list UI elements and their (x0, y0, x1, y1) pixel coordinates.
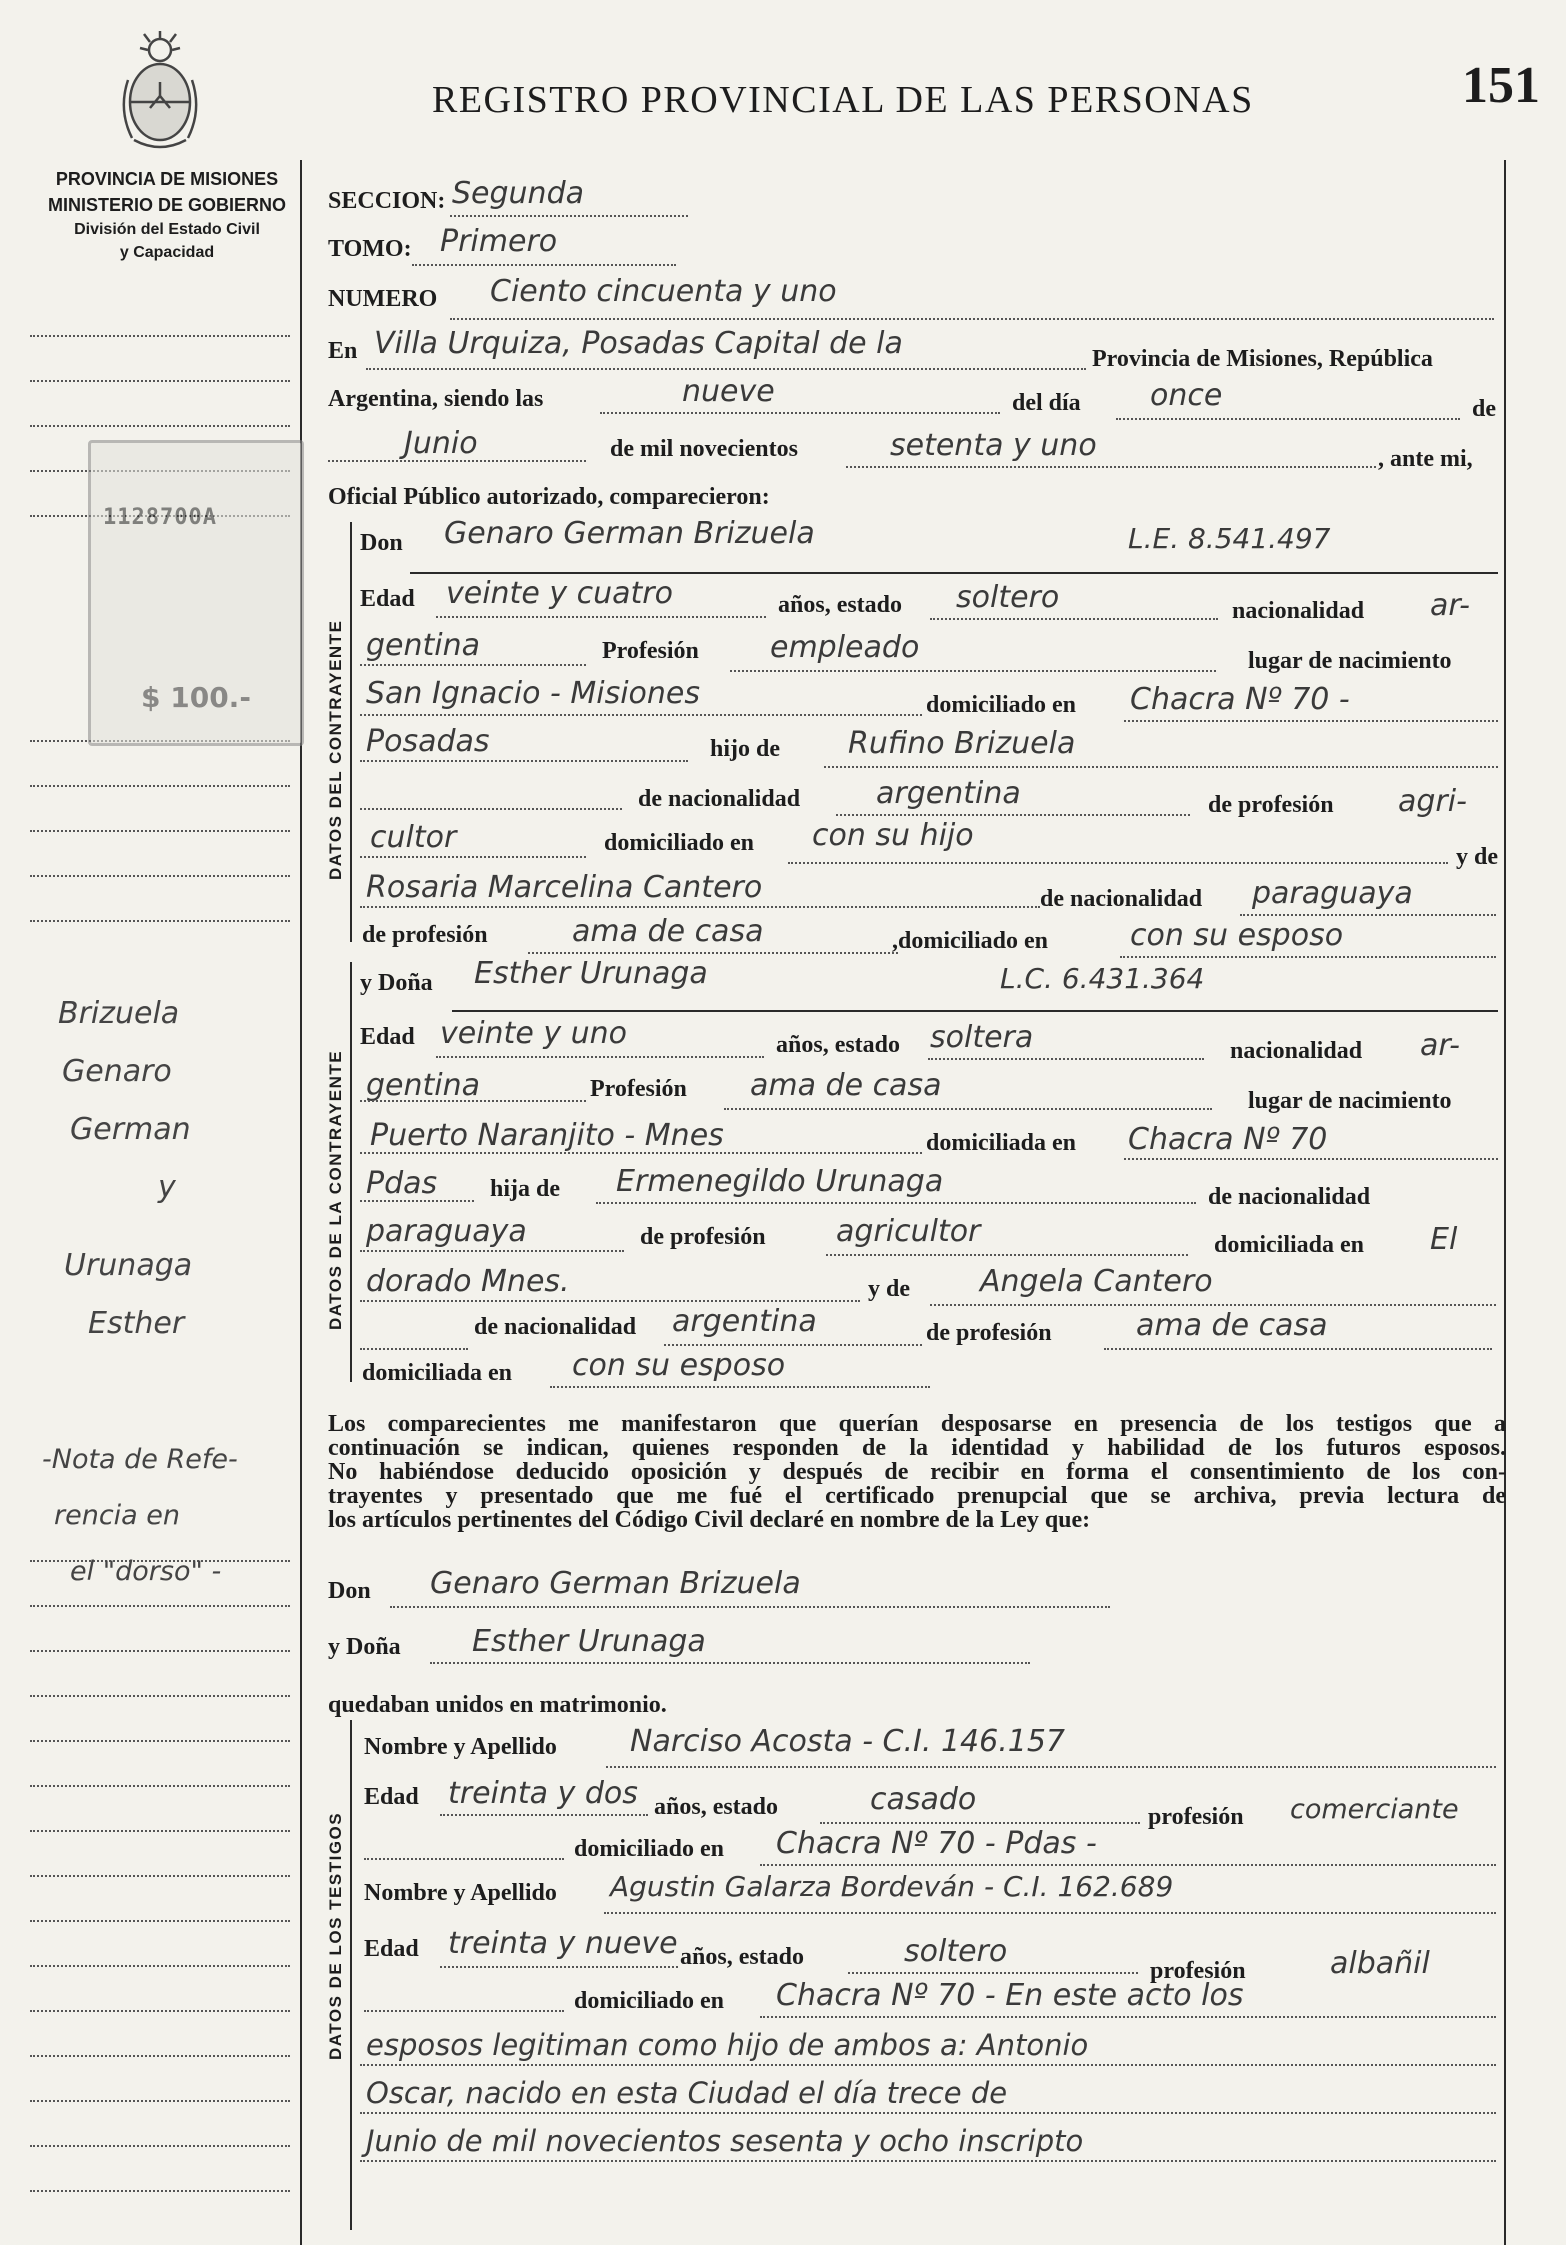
novio-documento: L.E. 8.541.497 (1128, 522, 1331, 555)
ante-mi-text: , ante mi, (1378, 446, 1473, 472)
oficial-text: Oficial Público autorizado, comparecieron: (328, 484, 770, 510)
don-label: Don (360, 530, 403, 556)
hija-de-label: hija de (490, 1176, 561, 1202)
t1-edad-label: Edad (364, 1784, 419, 1810)
novio-madre-prof: ama de casa (572, 914, 764, 949)
institution-division: División del Estado Civil (74, 221, 260, 239)
contrayente-section-label: DATOS DEL CONTRAYENTE (326, 619, 345, 880)
novia-padre-nac: paraguaya (366, 1214, 527, 1249)
contrayenta-bracket (350, 962, 352, 1382)
novia-padre-nac-label: de nacionalidad (1208, 1184, 1371, 1210)
right-border (1504, 160, 1506, 2245)
seccion-value: Segunda (452, 176, 584, 211)
numero-label: NUMERO (328, 286, 438, 312)
novio-domicilio-label: domiciliado en (926, 692, 1077, 718)
folio-number: 151 (1462, 57, 1540, 114)
novia-edad-label: Edad (360, 1024, 415, 1050)
margin-names-note: Brizuela Genaro German y Urunaga Esther (58, 996, 193, 1341)
novia-domicilio-b: Pdas (366, 1166, 438, 1201)
coat-of-arms-icon (112, 30, 208, 155)
novio-domicilio-b: Posadas (366, 724, 490, 759)
novia-padre-dom-b: dorado Mnes. (366, 1264, 570, 1299)
t2-nombre: Agustin Galarza Bordeván - C.I. 162.689 (610, 1870, 1174, 1903)
novia-madre-prof-label: de profesión (926, 1320, 1052, 1346)
testigos-section-label: DATOS DE LOS TESTIGOS (326, 1811, 345, 2060)
seccion-label: SECCION: (328, 188, 446, 214)
novio-madre-nac-label: de nacionalidad (1040, 886, 1203, 912)
nota-line-1: esposos legitiman como hijo de ambos a: Antonio (366, 2028, 1089, 2062)
tomo-label: TOMO: (328, 236, 412, 262)
declaration-line-2: continuación se indican, quienes responden de la identidad y habilidad de los futuros esposos. (328, 1435, 1506, 1461)
t1-domicilio: Chacra Nº 70 - Pdas - (776, 1826, 1097, 1861)
t2-domicilio-label: domiciliado en (574, 1988, 725, 2014)
novia-profesion: ama de casa (750, 1068, 942, 1103)
novia-nac-b: gentina (366, 1068, 481, 1103)
del-dia-label: del día (1012, 390, 1081, 416)
novia-documento: L.C. 6.431.364 (1000, 962, 1205, 995)
novia-domicilio-a: Chacra Nº 70 (1128, 1122, 1328, 1157)
stamp-number: 1128700A (103, 505, 217, 530)
institution-province: PROVINCIA DE MISIONES (55, 169, 279, 189)
institution-ministry: MINISTERIO DE GOBIERNO (47, 195, 287, 216)
lugar-acto-value: Villa Urquiza, Posadas Capital de la (374, 326, 903, 361)
decl-dona-value: Esther Urunaga (472, 1624, 706, 1659)
t2-edad: treinta y nueve (448, 1926, 678, 1961)
novio-nac-b: gentina (366, 628, 481, 663)
stamp-value: $ 100.- (141, 681, 251, 714)
margin-reference-note: -Nota de Refe- rencia en el "dorso" - (42, 1444, 238, 1587)
declaration-line-4: trayentes y presentado que me fué el certificado prenupcial que se archiva, previa lectura de (328, 1483, 1506, 1509)
testigos-bracket (350, 1720, 352, 2230)
t1-profesion-label: profesión (1148, 1804, 1244, 1830)
t1-nombre-label: Nombre y Apellido (364, 1734, 557, 1760)
novia-estado: soltera (930, 1020, 1034, 1055)
t1-profesion: comerciante (1290, 1794, 1459, 1825)
novio-madre: Rosaria Marcelina Cantero (366, 870, 763, 905)
novio-padre-prof-label: de profesión (1208, 792, 1334, 818)
novia-madre-nac-label: de nacionalidad (474, 1314, 637, 1340)
novia-edad: veinte y uno (440, 1016, 627, 1051)
t2-nombre-label: Nombre y Apellido (364, 1880, 557, 1906)
novio-padre: Rufino Brizuela (848, 726, 1076, 761)
decl-dona-label: y Doña (328, 1634, 401, 1660)
t2-estado-label: años, estado (680, 1944, 805, 1970)
novia-estado-label: años, estado (776, 1032, 901, 1058)
fiscal-stamp (88, 440, 304, 746)
novio-nombre: Genaro German Brizuela (444, 516, 815, 551)
t2-profesion: albañil (1330, 1946, 1430, 1981)
novio-padre-dom-label: domiciliado en (604, 830, 755, 856)
novia-madre-dom: con su esposo (572, 1348, 786, 1383)
decl-cierre: quedaban unidos en matrimonio. (328, 1692, 667, 1718)
novia-madre-nac: argentina (672, 1304, 817, 1339)
novio-padre-nac: argentina (876, 776, 1021, 811)
mes-value: Junio (404, 426, 478, 461)
nota-line-2: Oscar, nacido en esta Ciudad el día trece de (366, 2076, 1008, 2110)
novia-padre-dom-label: domiciliada en (1214, 1232, 1365, 1258)
en-label: En (328, 338, 358, 364)
novio-padre-dom: con su hijo (812, 818, 974, 853)
novio-padre-nac-label: de nacionalidad (638, 786, 801, 812)
novio-estado-label: años, estado (778, 592, 903, 618)
tomo-value: Primero (440, 224, 558, 259)
novio-madre-dom-label: ,domiciliado en (892, 928, 1049, 954)
novia-madre: Angela Cantero (980, 1264, 1213, 1299)
t2-estado: soltero (904, 1934, 1008, 1969)
mil-novecientos-label: de mil novecientos (610, 436, 798, 462)
t2-edad-label: Edad (364, 1936, 419, 1962)
novio-estado: soltero (956, 580, 1060, 615)
decl-don-value: Genaro German Brizuela (430, 1566, 801, 1601)
novia-padre-prof-label: de profesión (640, 1224, 766, 1250)
dona-label: y Doña (360, 970, 433, 996)
anio-value: setenta y uno (890, 428, 1097, 463)
novio-padre-prof-a: agri- (1398, 784, 1467, 819)
declaration-line-1: Los comparecientes me manifestaron que querían desposarse en presencia de los testigos que a (328, 1411, 1506, 1437)
novia-padre-prof: agricultor (836, 1214, 981, 1249)
hijo-de-label: hijo de (710, 736, 781, 762)
numero-value: Ciento cincuenta y uno (490, 274, 837, 309)
novio-madre-prof-label: de profesión (362, 922, 488, 948)
novia-madre-dom-label: domiciliada en (362, 1360, 513, 1386)
novia-nac-a: ar- (1420, 1028, 1460, 1063)
declaration-line-3: No habiéndose deducido oposición y después de recibir en forma el consentimiento de los con- (328, 1459, 1506, 1485)
novia-domicilio-label: domiciliada en (926, 1130, 1077, 1156)
novio-edad-label: Edad (360, 586, 415, 612)
contrayenta-section-label: DATOS DE LA CONTRAYENTE (326, 1049, 345, 1330)
novia-lugar-label: lugar de nacimiento (1248, 1088, 1452, 1114)
institution-block (38, 166, 296, 265)
novio-nac-label: nacionalidad (1232, 598, 1365, 624)
t1-estado-label: años, estado (654, 1794, 779, 1820)
contrayente-bracket (350, 522, 352, 942)
novio-lugar-label: lugar de nacimiento (1248, 648, 1452, 674)
novio-madre-nac: paraguaya (1252, 876, 1413, 911)
t1-edad: treinta y dos (448, 1776, 638, 1811)
novia-madre-prof: ama de casa (1136, 1308, 1328, 1343)
declaration-paragraph (328, 1412, 1506, 1532)
argentina-text: Argentina, siendo las (328, 386, 544, 412)
hora-value: nueve (682, 374, 775, 409)
novio-padre-prof-b: cultor (370, 820, 457, 855)
t1-estado: casado (870, 1782, 977, 1817)
document-title: REGISTRO PROVINCIAL DE LAS PERSONAS (432, 79, 1254, 121)
decl-don-label: Don (328, 1578, 371, 1604)
novio-y-de-label: y de (1456, 844, 1498, 870)
t1-domicilio-label: domiciliado en (574, 1836, 725, 1862)
novio-edad: veinte y cuatro (446, 576, 673, 611)
novio-lugar: San Ignacio - Misiones (366, 676, 700, 711)
dia-value: once (1150, 378, 1223, 413)
declaration-line-5: los artículos pertinentes del Código Civil declaré en nombre de la Ley que: (328, 1507, 1091, 1533)
t2-domicilio: Chacra Nº 70 - En este acto los (776, 1978, 1244, 2013)
de-label: de (1472, 396, 1496, 422)
novia-profesion-label: Profesión (590, 1076, 687, 1102)
novio-profesion: empleado (770, 630, 920, 665)
novio-nac-a: ar- (1430, 588, 1470, 623)
novia-y-de-label: y de (868, 1276, 910, 1302)
novia-lugar: Puerto Naranjito - Mnes (370, 1118, 724, 1153)
t2-profesion-label: profesión (1150, 1958, 1246, 1984)
novia-padre: Ermenegildo Urunaga (616, 1164, 944, 1199)
institution-capacity: y Capacidad (119, 244, 215, 262)
novia-nac-label: nacionalidad (1230, 1038, 1363, 1064)
novia-nombre: Esther Urunaga (474, 956, 708, 991)
nota-line-3: Junio de mil novecientos sesenta y ocho inscripto (366, 2124, 1084, 2158)
novia-padre-dom-a: El (1430, 1222, 1458, 1257)
novio-domicilio-a: Chacra Nº 70 - (1130, 682, 1350, 717)
novio-profesion-label: Profesión (602, 638, 699, 664)
t1-nombre: Narciso Acosta - C.I. 146.157 (630, 1724, 1066, 1759)
provincia-text: Provincia de Misiones, República (1092, 346, 1433, 372)
novio-madre-dom: con su esposo (1130, 918, 1344, 953)
